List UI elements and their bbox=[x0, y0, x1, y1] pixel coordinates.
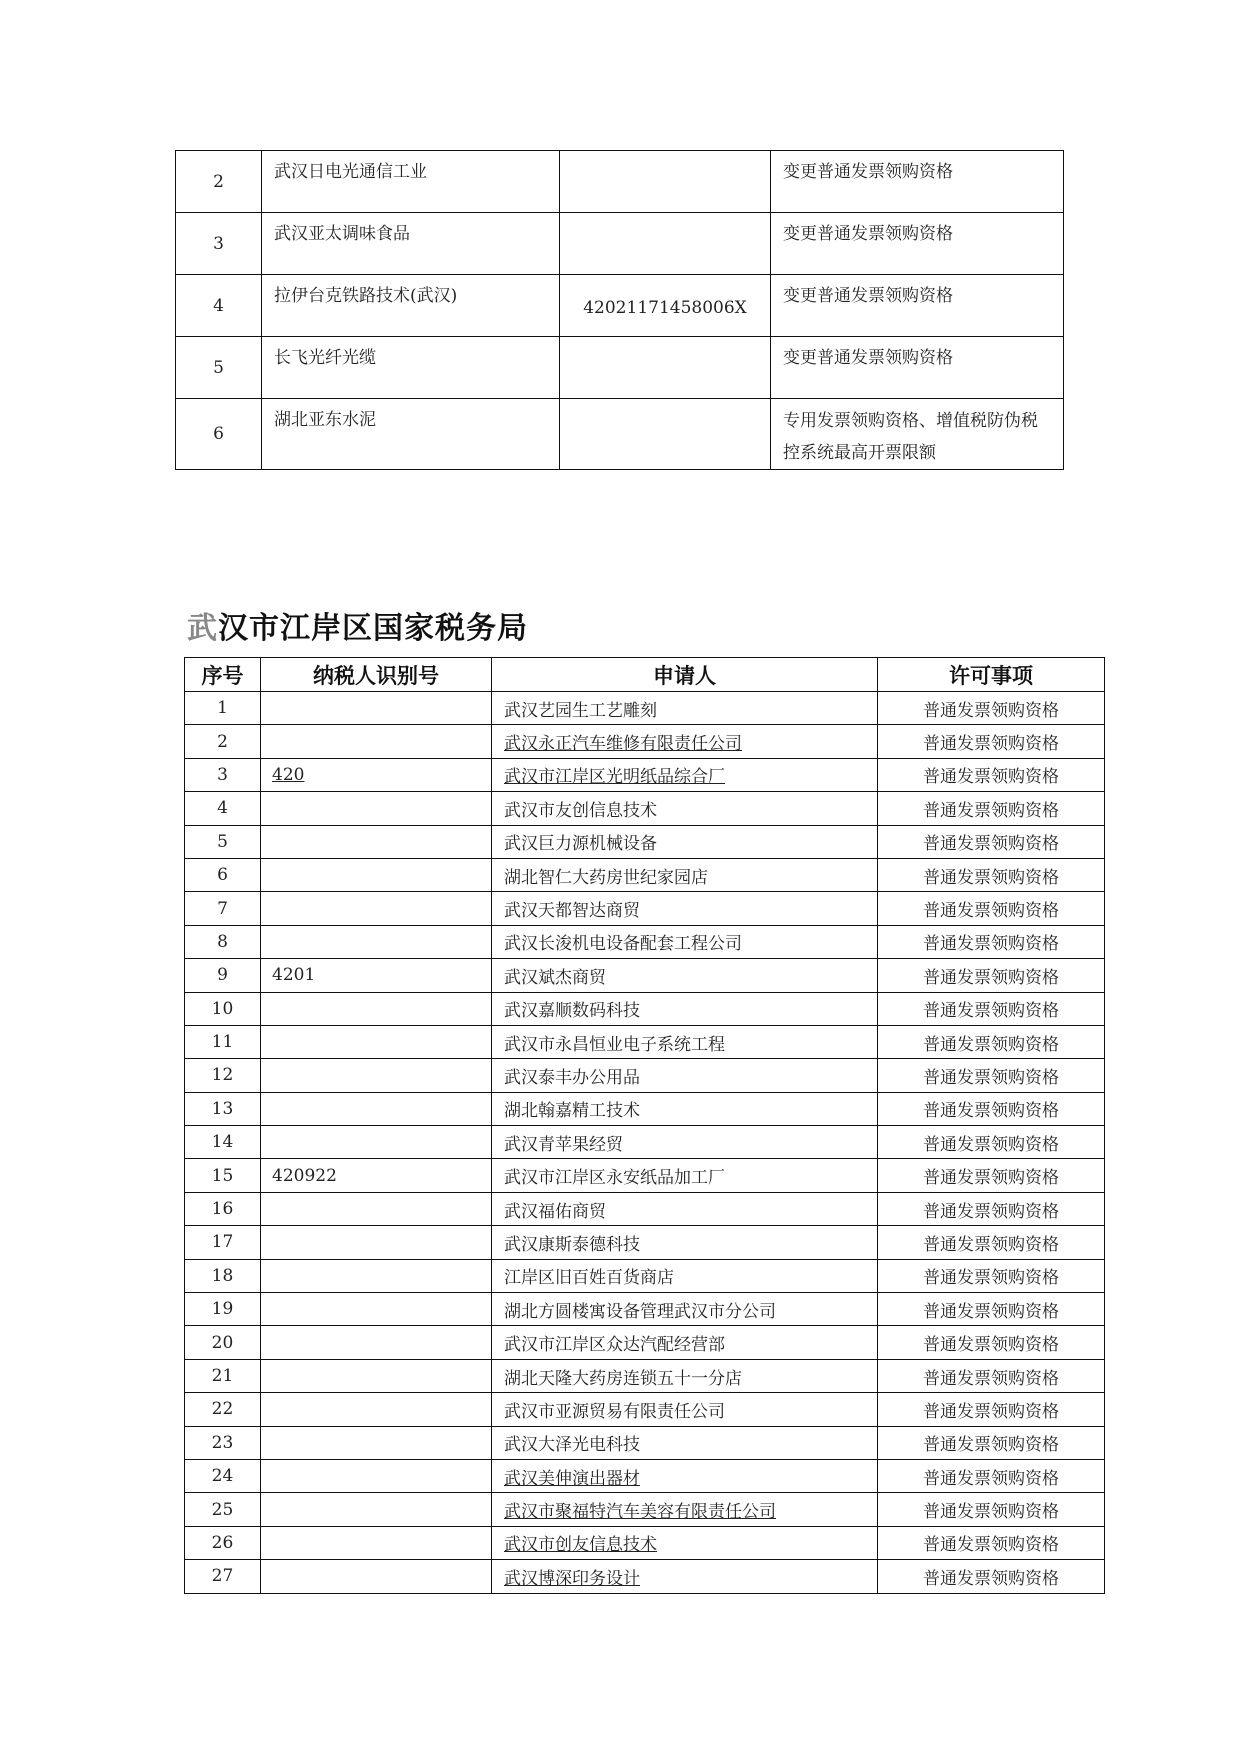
taxpayer-id: 42021171458006X bbox=[560, 275, 771, 337]
permit-item: 普通发票领购资格 bbox=[878, 1493, 1105, 1526]
applicant-name-text: 武汉市江岸区光明纸品综合厂 bbox=[504, 767, 725, 788]
taxpayer-id bbox=[261, 792, 492, 825]
taxpayer-id bbox=[560, 151, 771, 213]
title-rest: 汉市江岸区国家税务局 bbox=[218, 611, 528, 646]
row-number: 25 bbox=[185, 1493, 261, 1526]
permit-item: 普通发票领购资格 bbox=[878, 858, 1105, 891]
header-permit-item: 许可事项 bbox=[878, 658, 1105, 692]
permit-item: 普通发票领购资格 bbox=[878, 1226, 1105, 1259]
taxpayer-id bbox=[261, 1092, 492, 1125]
row-number: 14 bbox=[185, 1126, 261, 1159]
row-number: 11 bbox=[185, 1025, 261, 1058]
taxpayer-id: 4201 bbox=[261, 959, 492, 992]
permit-item: 普通发票领购资格 bbox=[878, 692, 1105, 725]
table-row bbox=[185, 1259, 1105, 1292]
taxpayer-id bbox=[261, 1192, 492, 1225]
permit-item: 变更普通发票领购资格 bbox=[771, 213, 1064, 275]
table-row bbox=[185, 1293, 1105, 1326]
table-row bbox=[185, 1126, 1105, 1159]
applicant-name-text: 武汉市创友信息技术 bbox=[504, 1535, 657, 1556]
taxpayer-id bbox=[261, 1126, 492, 1159]
row-number: 17 bbox=[185, 1226, 261, 1259]
taxpayer-id bbox=[261, 1059, 492, 1092]
table-row bbox=[185, 1359, 1105, 1392]
taxpayer-id-text: 420 bbox=[272, 764, 305, 785]
permit-item: 普通发票领购资格 bbox=[878, 758, 1105, 791]
table-row bbox=[185, 1059, 1105, 1092]
applicant-name: 武汉大泽光电科技 bbox=[492, 1426, 878, 1459]
table-row bbox=[185, 1226, 1105, 1259]
table-row bbox=[185, 725, 1105, 758]
permit-item: 普通发票领购资格 bbox=[878, 1326, 1105, 1359]
taxpayer-id bbox=[261, 1526, 492, 1559]
applicant-name: 拉伊台克铁路技术(武汉) bbox=[262, 275, 560, 337]
taxpayer-id bbox=[560, 399, 771, 470]
row-number: 22 bbox=[185, 1393, 261, 1426]
taxpayer-id bbox=[261, 1560, 492, 1593]
row-number: 5 bbox=[176, 337, 262, 399]
row-number: 24 bbox=[185, 1459, 261, 1492]
permit-item: 普通发票领购资格 bbox=[878, 1059, 1105, 1092]
permit-item: 普通发票领购资格 bbox=[878, 1459, 1105, 1492]
header-applicant: 申请人 bbox=[492, 658, 878, 692]
applicant-name: 武汉市永昌恒业电子系统工程 bbox=[492, 1025, 878, 1058]
permit-item: 普通发票领购资格 bbox=[878, 1426, 1105, 1459]
row-number: 3 bbox=[176, 213, 262, 275]
table-row bbox=[185, 992, 1105, 1025]
table-jiangan bbox=[184, 657, 1105, 1594]
applicant-name: 湖北智仁大药房世纪家园店 bbox=[492, 858, 878, 891]
taxpayer-id bbox=[261, 1393, 492, 1426]
table-row bbox=[185, 892, 1105, 925]
table-top bbox=[175, 150, 1064, 470]
permit-item: 普通发票领购资格 bbox=[878, 825, 1105, 858]
applicant-name: 武汉福佑商贸 bbox=[492, 1192, 878, 1225]
taxpayer-id bbox=[261, 892, 492, 925]
applicant-name bbox=[492, 1526, 878, 1559]
permit-item: 普通发票领购资格 bbox=[878, 1393, 1105, 1426]
applicant-name: 武汉市亚源贸易有限责任公司 bbox=[492, 1393, 878, 1426]
table-row bbox=[185, 959, 1105, 992]
row-number: 10 bbox=[185, 992, 261, 1025]
table-row bbox=[176, 275, 1064, 337]
row-number: 8 bbox=[185, 925, 261, 958]
permit-item: 普通发票领购资格 bbox=[878, 1092, 1105, 1125]
applicant-name bbox=[492, 1560, 878, 1593]
table-row bbox=[185, 925, 1105, 958]
taxpayer-id bbox=[261, 1493, 492, 1526]
permit-item: 变更普通发票领购资格 bbox=[771, 337, 1064, 399]
applicant-name: 武汉斌杰商贸 bbox=[492, 959, 878, 992]
table-row bbox=[176, 399, 1064, 470]
row-number: 3 bbox=[185, 758, 261, 791]
taxpayer-id bbox=[560, 213, 771, 275]
permit-item: 普通发票领购资格 bbox=[878, 1126, 1105, 1159]
applicant-name: 武汉亚太调味食品 bbox=[262, 213, 560, 275]
table-row bbox=[185, 1192, 1105, 1225]
applicant-name: 江岸区旧百姓百货商店 bbox=[492, 1259, 878, 1292]
permit-item: 普通发票领购资格 bbox=[878, 892, 1105, 925]
row-number: 2 bbox=[185, 725, 261, 758]
permit-item: 普通发票领购资格 bbox=[878, 1359, 1105, 1392]
permit-item: 普通发票领购资格 bbox=[878, 1560, 1105, 1593]
table-row bbox=[185, 1459, 1105, 1492]
table-row bbox=[185, 1426, 1105, 1459]
permit-item: 普通发票领购资格 bbox=[878, 1293, 1105, 1326]
applicant-name-text: 武汉博深印务设计 bbox=[504, 1568, 640, 1589]
taxpayer-id bbox=[261, 1459, 492, 1492]
applicant-name: 湖北亚东水泥 bbox=[262, 399, 560, 470]
table-row bbox=[185, 1393, 1105, 1426]
permit-item: 普通发票领购资格 bbox=[878, 959, 1105, 992]
row-number: 13 bbox=[185, 1092, 261, 1125]
row-number: 16 bbox=[185, 1192, 261, 1225]
table-row bbox=[185, 692, 1105, 725]
taxpayer-id: 420922 bbox=[261, 1159, 492, 1192]
row-number: 9 bbox=[185, 959, 261, 992]
row-number: 5 bbox=[185, 825, 261, 858]
applicant-name bbox=[492, 725, 878, 758]
applicant-name: 武汉泰丰办公用品 bbox=[492, 1059, 878, 1092]
table-row bbox=[185, 825, 1105, 858]
row-number: 27 bbox=[185, 1560, 261, 1593]
table-row bbox=[185, 1560, 1105, 1593]
row-number: 6 bbox=[185, 858, 261, 891]
permit-item: 普通发票领购资格 bbox=[878, 1159, 1105, 1192]
applicant-name: 武汉市江岸区众达汽配经营部 bbox=[492, 1326, 878, 1359]
taxpayer-id bbox=[261, 1226, 492, 1259]
row-number: 4 bbox=[176, 275, 262, 337]
table-row bbox=[185, 1025, 1105, 1058]
row-number: 26 bbox=[185, 1526, 261, 1559]
row-number: 20 bbox=[185, 1326, 261, 1359]
permit-item: 普通发票领购资格 bbox=[878, 992, 1105, 1025]
row-number: 2 bbox=[176, 151, 262, 213]
table-row bbox=[176, 337, 1064, 399]
applicant-name: 武汉长浚机电设备配套工程公司 bbox=[492, 925, 878, 958]
taxpayer-id bbox=[261, 992, 492, 1025]
applicant-name: 武汉日电光通信工业 bbox=[262, 151, 560, 213]
applicant-name-text: 武汉市聚福特汽车美容有限责任公司 bbox=[504, 1502, 776, 1523]
applicant-name: 武汉康斯泰德科技 bbox=[492, 1226, 878, 1259]
table-row bbox=[185, 792, 1105, 825]
row-number: 6 bbox=[176, 399, 262, 470]
table-body bbox=[185, 692, 1105, 1594]
applicant-name: 武汉嘉顺数码科技 bbox=[492, 992, 878, 1025]
applicant-name: 武汉市江岸区永安纸品加工厂 bbox=[492, 1159, 878, 1192]
table-row bbox=[185, 1493, 1105, 1526]
applicant-name-text: 武汉美伸演出器材 bbox=[504, 1468, 640, 1489]
taxpayer-id bbox=[261, 925, 492, 958]
taxpayer-id bbox=[261, 858, 492, 891]
applicant-name: 湖北天隆大药房连锁五十一分店 bbox=[492, 1359, 878, 1392]
table-row bbox=[185, 1159, 1105, 1192]
permit-item: 普通发票领购资格 bbox=[878, 792, 1105, 825]
row-number: 18 bbox=[185, 1259, 261, 1292]
applicant-name: 武汉市友创信息技术 bbox=[492, 792, 878, 825]
header-no: 序号 bbox=[185, 658, 261, 692]
permit-item: 普通发票领购资格 bbox=[878, 1192, 1105, 1225]
taxpayer-id bbox=[261, 725, 492, 758]
row-number: 4 bbox=[185, 792, 261, 825]
table-row bbox=[185, 758, 1105, 791]
taxpayer-id bbox=[261, 692, 492, 725]
applicant-name: 武汉青苹果经贸 bbox=[492, 1126, 878, 1159]
applicant-name: 湖北翰嘉精工技术 bbox=[492, 1092, 878, 1125]
taxpayer-id bbox=[261, 1326, 492, 1359]
applicant-name bbox=[492, 1459, 878, 1492]
taxpayer-id bbox=[261, 1426, 492, 1459]
title-first-char: 武 bbox=[187, 611, 218, 646]
taxpayer-id bbox=[261, 1359, 492, 1392]
row-number: 15 bbox=[185, 1159, 261, 1192]
permit-item: 普通发票领购资格 bbox=[878, 1025, 1105, 1058]
table-row bbox=[185, 1092, 1105, 1125]
permit-item: 普通发票领购资格 bbox=[878, 1259, 1105, 1292]
applicant-name bbox=[492, 758, 878, 791]
taxpayer-id bbox=[261, 825, 492, 858]
applicant-name: 湖北方圆楼寓设备管理武汉市分公司 bbox=[492, 1293, 878, 1326]
applicant-name: 武汉艺园生工艺雕刻 bbox=[492, 692, 878, 725]
header-taxpayer-id: 纳税人识别号 bbox=[261, 658, 492, 692]
taxpayer-id bbox=[261, 1259, 492, 1292]
section-title bbox=[187, 603, 528, 647]
row-number: 7 bbox=[185, 892, 261, 925]
table-row bbox=[176, 151, 1064, 213]
table-row bbox=[176, 213, 1064, 275]
permit-item: 变更普通发票领购资格 bbox=[771, 151, 1064, 213]
table-row bbox=[185, 1326, 1105, 1359]
permit-item: 普通发票领购资格 bbox=[878, 1526, 1105, 1559]
taxpayer-id bbox=[560, 337, 771, 399]
table-header-row bbox=[185, 658, 1105, 692]
row-number: 21 bbox=[185, 1359, 261, 1392]
table-row bbox=[185, 1526, 1105, 1559]
taxpayer-id bbox=[261, 758, 492, 791]
applicant-name: 武汉天都智达商贸 bbox=[492, 892, 878, 925]
permit-item: 变更普通发票领购资格 bbox=[771, 275, 1064, 337]
row-number: 1 bbox=[185, 692, 261, 725]
table-row bbox=[185, 858, 1105, 891]
row-number: 23 bbox=[185, 1426, 261, 1459]
permit-item: 专用发票领购资格、增值税防伪税控系统最高开票限额 bbox=[771, 399, 1064, 470]
taxpayer-id bbox=[261, 1025, 492, 1058]
permit-item: 普通发票领购资格 bbox=[878, 725, 1105, 758]
permit-item: 普通发票领购资格 bbox=[878, 925, 1105, 958]
applicant-name bbox=[492, 1493, 878, 1526]
applicant-name-text: 武汉永正汽车维修有限责任公司 bbox=[504, 734, 742, 755]
row-number: 19 bbox=[185, 1293, 261, 1326]
row-number: 12 bbox=[185, 1059, 261, 1092]
taxpayer-id bbox=[261, 1293, 492, 1326]
applicant-name: 长飞光纤光缆 bbox=[262, 337, 560, 399]
applicant-name: 武汉巨力源机械设备 bbox=[492, 825, 878, 858]
